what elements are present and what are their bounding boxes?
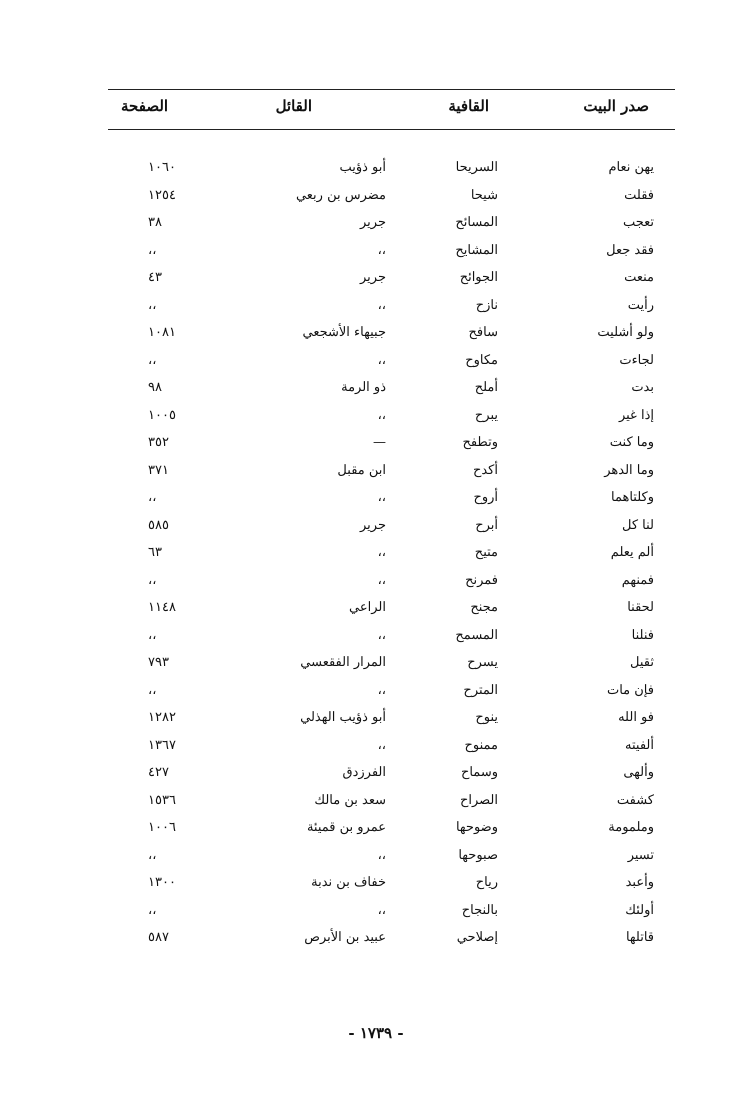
cell-qafiya: متيح <box>474 545 498 560</box>
table-row <box>0 738 752 766</box>
cell-qail: ،، <box>377 297 386 313</box>
cell-page: ٤٣ <box>148 270 162 285</box>
table-row <box>0 298 752 326</box>
cell-qail: ،، <box>377 627 386 643</box>
table-row <box>0 820 752 848</box>
table-row <box>0 765 752 793</box>
cell-sadr: ولو أشليت <box>597 325 654 340</box>
cell-page: ١٠٠٥ <box>148 407 176 423</box>
table-row <box>0 545 752 573</box>
cell-sadr: فنلنا <box>631 627 654 643</box>
cell-sadr: لنا كل <box>621 517 654 533</box>
cell-sadr: كشفت <box>616 792 654 808</box>
cell-page: ،، <box>148 490 157 505</box>
cell-sadr: وما الدهر <box>604 462 654 478</box>
cell-page: ٤٢٧ <box>148 765 169 780</box>
table-row <box>0 215 752 243</box>
cell-page: ١٣٦٧ <box>148 737 176 753</box>
cell-sadr: تسير <box>627 847 654 863</box>
cell-page: ،، <box>148 847 157 863</box>
cell-page: ٥٨٧ <box>148 930 169 945</box>
cell-sadr: فو الله <box>618 710 654 725</box>
cell-qafiya: بالنجاح <box>461 902 498 918</box>
cell-qail: خفاف بن ندبة <box>311 875 386 890</box>
cell-qafiya: وتطفح <box>462 435 498 450</box>
table-row <box>0 683 752 711</box>
cell-qail: ،، <box>377 682 386 698</box>
cell-qafiya: مجنح <box>470 600 498 615</box>
cell-page: ١٢٨٢ <box>148 710 176 725</box>
cell-qail: عمرو بن قميئة <box>306 820 386 835</box>
cell-page: ،، <box>148 627 157 643</box>
cell-qail: ،، <box>377 242 386 258</box>
cell-qail: عبيد بن الأبرص <box>304 930 386 945</box>
cell-page: ٣٨ <box>148 215 162 230</box>
cell-page: ،، <box>148 352 157 368</box>
table-row <box>0 518 752 546</box>
cell-qafiya: سافح <box>468 325 498 340</box>
cell-qafiya: السريحا <box>455 160 498 175</box>
cell-qafiya: فمرنح <box>465 572 498 588</box>
cell-sadr: ألفيته <box>625 737 654 753</box>
header-qail: القائل <box>275 97 312 115</box>
table-row <box>0 353 752 381</box>
cell-page: ١٠٠٦ <box>148 820 176 835</box>
table-row <box>0 655 752 683</box>
cell-sadr: فقد جعل <box>606 242 654 258</box>
top-rule <box>108 89 675 90</box>
cell-qafiya: الجوائح <box>459 270 498 285</box>
table-row <box>0 490 752 518</box>
header-qafiya: القافية <box>448 97 489 115</box>
table-row <box>0 160 752 188</box>
cell-sadr: وألهى <box>623 765 654 780</box>
table-row <box>0 408 752 436</box>
cell-sadr: وأعبد <box>625 875 654 890</box>
table-row <box>0 628 752 656</box>
cell-qafiya: وسماح <box>460 765 498 780</box>
cell-qafiya: المسائح <box>455 215 498 230</box>
cell-qafiya: أبرح <box>475 517 498 533</box>
cell-page: ٦٣ <box>148 545 162 560</box>
cell-qafiya: يسرح <box>467 655 498 670</box>
cell-sadr: رأيت <box>627 297 654 313</box>
cell-qail: ذو الرمة <box>341 380 386 395</box>
cell-sadr: إذا غير <box>618 407 654 423</box>
cell-qafiya: الصراح <box>459 792 498 808</box>
table-row <box>0 380 752 408</box>
cell-sadr: وكلتاهما <box>611 490 654 505</box>
cell-page: ١٠٨١ <box>148 325 176 340</box>
table-row <box>0 325 752 353</box>
cell-qail: جرير <box>360 270 386 285</box>
table-row <box>0 243 752 271</box>
cell-qail: جرير <box>360 517 386 533</box>
cell-qafiya: مكاوح <box>465 352 498 368</box>
cell-qail: مضرس بن ربعي <box>295 187 386 203</box>
cell-sadr: أولئك <box>625 902 654 918</box>
cell-qail: — <box>373 435 386 450</box>
page-number: - ١٧٣٩ - <box>348 1024 404 1042</box>
cell-page: ١٣٠٠ <box>148 875 176 890</box>
cell-qail: ابن مقبل <box>337 462 386 478</box>
table-row <box>0 793 752 821</box>
cell-sadr: تعجب <box>622 215 654 230</box>
cell-qail: ،، <box>377 902 386 918</box>
cell-qafiya: أكدح <box>472 462 498 478</box>
cell-qail: ،، <box>377 352 386 368</box>
cell-page: ١٥٣٦ <box>148 792 176 808</box>
cell-qafiya: أملح <box>474 380 498 395</box>
cell-qafiya: أروح <box>473 490 498 505</box>
cell-qafiya: شيحا <box>470 187 498 203</box>
cell-sadr: منعت <box>624 270 654 285</box>
table-row <box>0 435 752 463</box>
cell-page: ،، <box>148 682 157 698</box>
cell-page: ،، <box>148 242 157 258</box>
cell-sadr: لحقنا <box>627 600 654 615</box>
cell-page: ١٠٦٠ <box>148 160 176 175</box>
cell-sadr: ألم يعلم <box>610 545 654 560</box>
cell-sadr: بدت <box>631 380 654 395</box>
cell-qail: الراعي <box>349 600 386 615</box>
table-row <box>0 463 752 491</box>
header-page: الصفحة <box>121 97 169 115</box>
table-row <box>0 573 752 601</box>
cell-sadr: فمنهم <box>621 572 654 588</box>
cell-qafiya: ممنوح <box>464 737 498 753</box>
table-row <box>0 930 752 958</box>
index-table-body <box>0 160 752 958</box>
cell-page: ٩٨ <box>148 380 162 395</box>
cell-qafiya: صبوحها <box>458 847 498 863</box>
cell-qafiya: وضوحها <box>455 820 498 835</box>
table-row <box>0 600 752 628</box>
table-row <box>0 848 752 876</box>
cell-qafiya: رياح <box>475 875 498 890</box>
cell-qail: ،، <box>377 572 386 588</box>
cell-page: ،، <box>148 902 157 918</box>
table-row <box>0 875 752 903</box>
cell-qail: ،، <box>377 847 386 863</box>
cell-qail: ،، <box>377 407 386 423</box>
cell-qafiya: المسمح <box>455 627 498 643</box>
cell-qail: أبو ذؤيب الهذلي <box>300 710 386 725</box>
table-row <box>0 270 752 298</box>
cell-qail: جرير <box>360 215 386 230</box>
cell-qail: ،، <box>377 545 386 560</box>
cell-sadr: فإن مات <box>606 682 654 698</box>
cell-sadr: يهن نعام <box>608 160 654 175</box>
cell-page: ٣٥٢ <box>148 435 169 450</box>
header-sadr: صدر البيت <box>583 97 649 115</box>
table-row <box>0 710 752 738</box>
cell-page: ١٢٥٤ <box>148 187 176 203</box>
cell-page: ٣٧١ <box>148 462 169 478</box>
cell-sadr: ثقيل <box>630 655 654 670</box>
cell-qail: سعد بن مالك <box>314 792 386 808</box>
cell-qafiya: يبرح <box>474 407 498 423</box>
cell-sadr: فقلت <box>624 187 654 203</box>
cell-page: ،، <box>148 297 157 313</box>
header-rule <box>108 129 675 130</box>
cell-qail: الفرزدق <box>342 765 386 780</box>
cell-sadr: وملمومة <box>608 820 654 835</box>
cell-page: ،، <box>148 572 157 588</box>
cell-qafiya: نازح <box>475 297 498 313</box>
table-row <box>0 188 752 216</box>
table-row <box>0 903 752 931</box>
cell-qafiya: المترح <box>463 682 498 698</box>
cell-sadr: وما كنت <box>609 435 654 450</box>
cell-sadr: قاتلها <box>625 930 654 945</box>
cell-page: ١١٤٨ <box>148 600 176 615</box>
cell-qail: المرار الفقعسي <box>300 655 386 670</box>
cell-sadr: لجاءت <box>619 352 654 368</box>
cell-page: ٥٨٥ <box>148 517 169 533</box>
cell-qail: جبيهاء الأشجعي <box>302 325 386 340</box>
cell-qafiya: المشايح <box>455 242 498 258</box>
cell-qafiya: ينوح <box>475 710 498 725</box>
cell-page: ٧٩٣ <box>148 655 169 670</box>
cell-qail: ،، <box>377 737 386 753</box>
cell-qail: ،، <box>377 490 386 505</box>
cell-qail: أبو ذؤيب <box>339 160 386 175</box>
cell-qafiya: إصلاحي <box>456 930 498 945</box>
